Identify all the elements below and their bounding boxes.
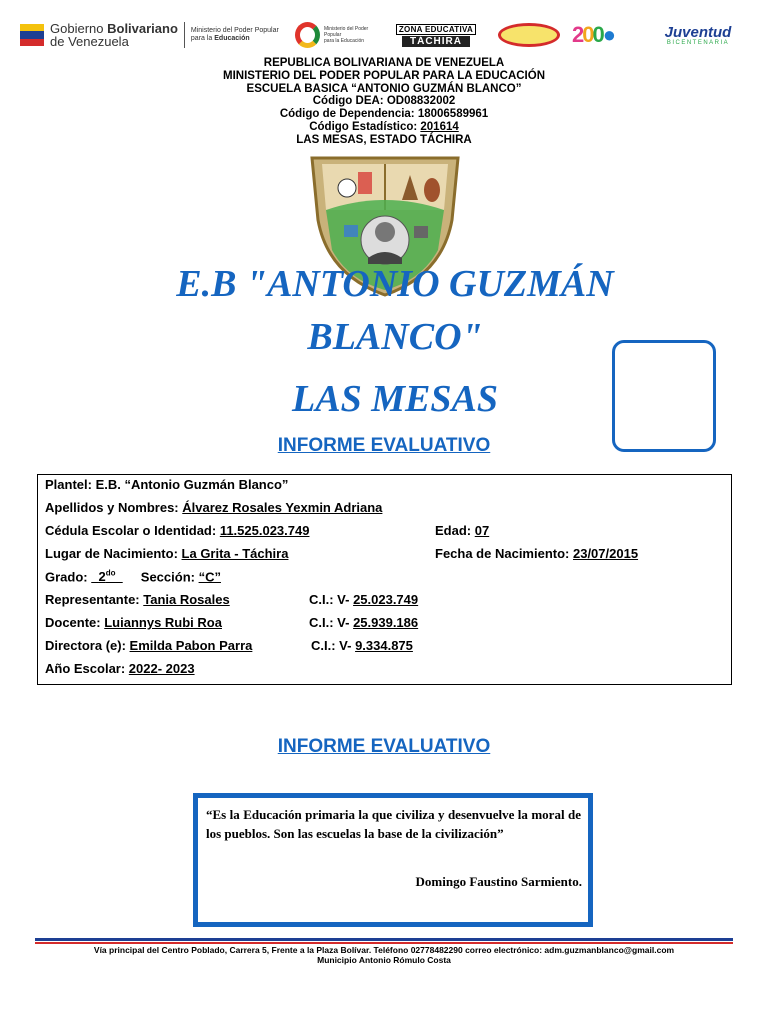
gobierno-bolivariano-logo bbox=[20, 18, 285, 52]
row-lugar: Lugar de Nacimiento: La Grita - Táchira Fecha de Nacimiento: 23/07/2015 bbox=[45, 546, 639, 561]
directora-ci-field: C.I.: V- 9.334.875 bbox=[311, 638, 413, 653]
student-info-box bbox=[37, 474, 732, 685]
zona-tachira-label: TÁCHIRA bbox=[402, 36, 470, 47]
representante-ci-field: C.I.: V- 25.023.749 bbox=[309, 592, 419, 607]
footer-divider-red bbox=[35, 942, 733, 944]
zona-educativa-label: ZONA EDUCATIVA bbox=[396, 24, 476, 35]
venezuela-flag-icon bbox=[20, 24, 44, 46]
oval-emblem-icon bbox=[498, 23, 560, 47]
row-cedula: Cédula Escolar o Identidad: 11.525.023.749 Edad: 07 bbox=[45, 523, 490, 538]
school-title-location: LAS MESAS bbox=[292, 378, 498, 420]
row-representante: Representante: Tania Rosales C.I.: V- 25.023.749 bbox=[45, 592, 419, 607]
bicentenaria-label: BICENTENARIA bbox=[666, 39, 730, 46]
header-line-escuela: ESCUELA BASICA “ANTONIO GUZMÁN BLANCO” bbox=[246, 82, 522, 95]
header-line-estadistico: Código Estadístico: 201614 bbox=[309, 120, 459, 133]
juventud-label: Juventud bbox=[664, 23, 732, 41]
mppe-logo bbox=[295, 18, 383, 52]
colorful-200-logo: 2 0 0 ● bbox=[572, 22, 615, 47]
quote-author: Domingo Faustino Sarmiento. bbox=[415, 874, 582, 889]
header-line-location: LAS MESAS, ESTADO TÁCHIRA bbox=[296, 133, 472, 146]
mppe-ring-icon bbox=[295, 22, 320, 48]
school-title-line-1: E.B "ANTONIO GUZMÁN bbox=[176, 263, 614, 305]
header-line-republica: REPUBLICA BOLIVARIANA DE VENEZUELA bbox=[263, 57, 505, 69]
footer-municipio-line: Municipio Antonio Rómulo Costa bbox=[317, 955, 451, 965]
ministerio-text: Ministerio del Poder Popular para la Educación bbox=[190, 27, 279, 42]
footer-divider-blue bbox=[35, 938, 733, 941]
zona-educativa-logo bbox=[390, 18, 482, 52]
row-plantel: Plantel: E.B. “Antonio Guzmán Blanco” bbox=[45, 477, 289, 492]
logo-strip bbox=[20, 18, 750, 52]
quote-box bbox=[193, 793, 593, 927]
mppe-text: Ministerio del Poder Popular para la Educación bbox=[324, 26, 369, 44]
school-title-line-2: BLANCO" bbox=[307, 316, 483, 358]
row-nombres: Apellidos y Nombres: Álvarez Rosales Yexmin Adriana bbox=[45, 500, 383, 515]
header-line-dependencia: Código de Dependencia: 18006589961 bbox=[279, 108, 489, 121]
quote-text: “Es la Educación primaria la que civiliza y desenvuelve la moral de los pueblos. Son las escuelas la base de la civilización” bbox=[206, 807, 581, 841]
footer-address bbox=[0, 945, 768, 965]
docente-ci-field: C.I.: V- 25.939.186 bbox=[309, 615, 419, 630]
juventud-bicentenaria-logo bbox=[648, 18, 748, 52]
gobierno-text: Gobierno Bolivariano de Venezuela bbox=[50, 21, 178, 49]
edad-field: Edad: 07 bbox=[435, 523, 490, 538]
row-docente: Docente: Luiannys Rubi Roa C.I.: V- 25.939.186 bbox=[45, 615, 419, 630]
header-line-ministerio: MINISTERIO DEL PODER POPULAR PARA LA EDUCACIÓN bbox=[222, 69, 546, 82]
logo-divider bbox=[184, 22, 185, 48]
section-title-informe-2: INFORME EVALUATIVO bbox=[277, 736, 491, 757]
section-title-informe-1: INFORME EVALUATIVO bbox=[277, 435, 491, 456]
row-anio-escolar: Año Escolar: 2022- 2023 bbox=[45, 661, 195, 676]
row-grado: Grado: $2^{do}$ Sección: “C” bbox=[45, 569, 221, 585]
school-header bbox=[0, 57, 768, 147]
row-directora: Directora (e): Emilda Pabon Parra C.I.: V- 9.334.875 bbox=[45, 638, 413, 653]
header-line-dea: Código DEA: OD08832002 bbox=[312, 95, 456, 108]
oval-emblem-logo bbox=[498, 18, 564, 52]
footer-address-line: Vía principal del Centro Poblado, Carrera 5, Frente a la Plaza Bolívar. Teléfono 02778482290 correo electrónico: adm.guzmanblanco@gmail.com bbox=[93, 945, 675, 955]
fecha-nacimiento-field: Fecha de Nacimiento: 23/07/2015 bbox=[435, 546, 639, 561]
